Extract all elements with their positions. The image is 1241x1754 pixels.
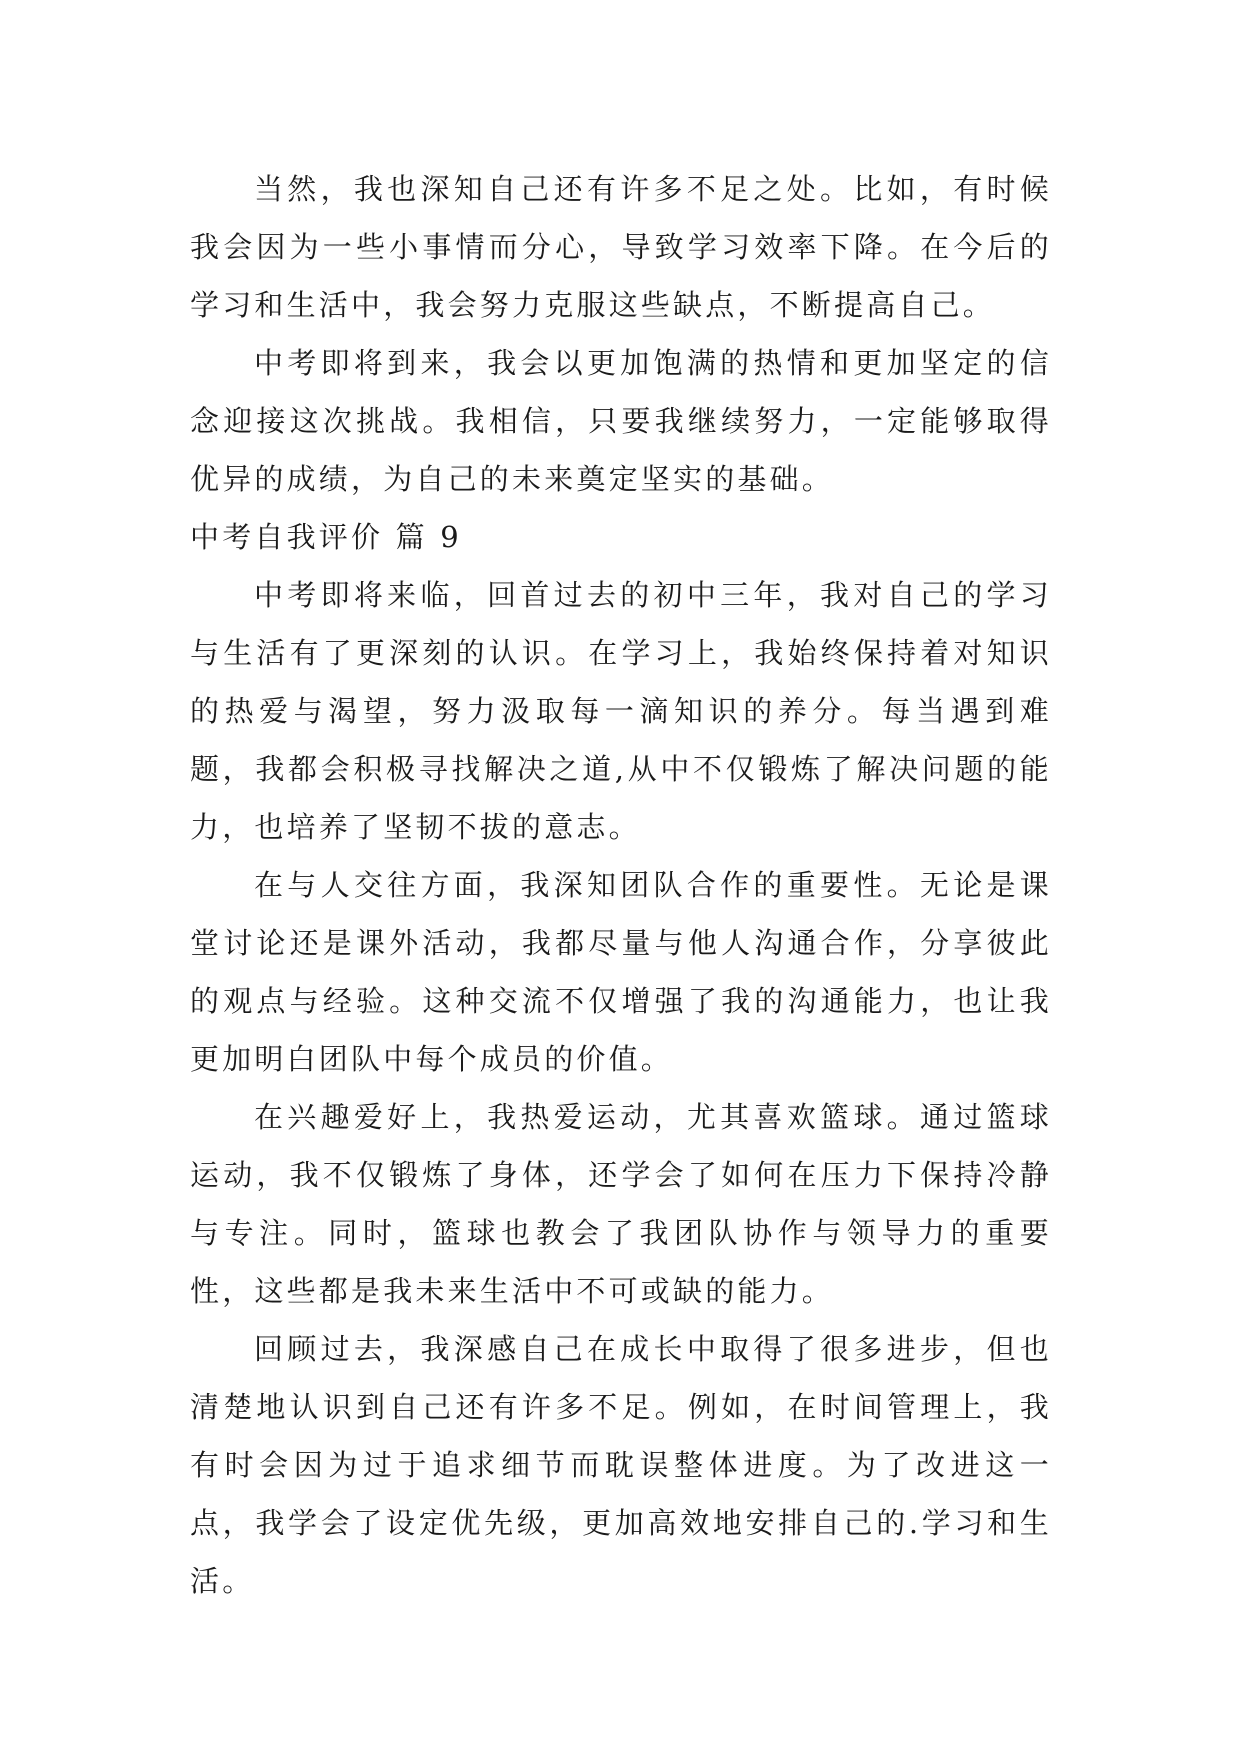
document-body <box>190 160 1052 1610</box>
paragraph-exam-outlook: 中考即将到来，我会以更加饱满的热情和更加坚定的信念迎接这次挑战。我相信，只要我继续努力，一定能够取得优异的成绩，为自己的未来奠定坚实的基础。 <box>190 346 1052 496</box>
paragraph-study-reflection: 中考即将来临，回首过去的初中三年，我对自己的学习与生活有了更深刻的认识。在学习上，我始终保持着对知识的热爱与渴望，努力汲取每一滴知识的养分。每当遇到难题，我都会积极寻找解决之道,从中不仅锻炼了解决问题的能力，也培养了坚韧不拔的意志。 <box>190 578 1052 844</box>
paragraph-teamwork: 在与人交往方面，我深知团队合作的重要性。无论是课堂讨论还是课外活动，我都尽量与他人沟通合作，分享彼此的观点与经验。这种交流不仅增强了我的沟通能力，也让我更加明白团队中每个成员的价值。 <box>190 868 1052 1076</box>
section-heading: 中考自我评价 篇 9 <box>190 520 462 554</box>
paragraph-hobbies: 在兴趣爱好上，我热爱运动，尤其喜欢篮球。通过篮球运动，我不仅锻炼了身体，还学会了如何在压力下保持冷静与专注。同时，篮球也教会了我团队协作与领导力的重要性，这些都是我未来生活中不可或缺的能力。 <box>190 1100 1052 1308</box>
paragraph-review: 回顾过去，我深感自己在成长中取得了很多进步，但也清楚地认识到自己还有许多不足。例如，在时间管理上，我有时会因为过于追求细节而耽误整体进度。为了改进这一点，我学会了设定优先级，更加高效地安排自己的.学习和生活。 <box>190 1332 1052 1598</box>
paragraph-shortcomings: 当然，我也深知自己还有许多不足之处。比如，有时候我会因为一些小事情而分心，导致学习效率下降。在今后的学习和生活中，我会努力克服这些缺点，不断提高自己。 <box>190 172 1052 322</box>
